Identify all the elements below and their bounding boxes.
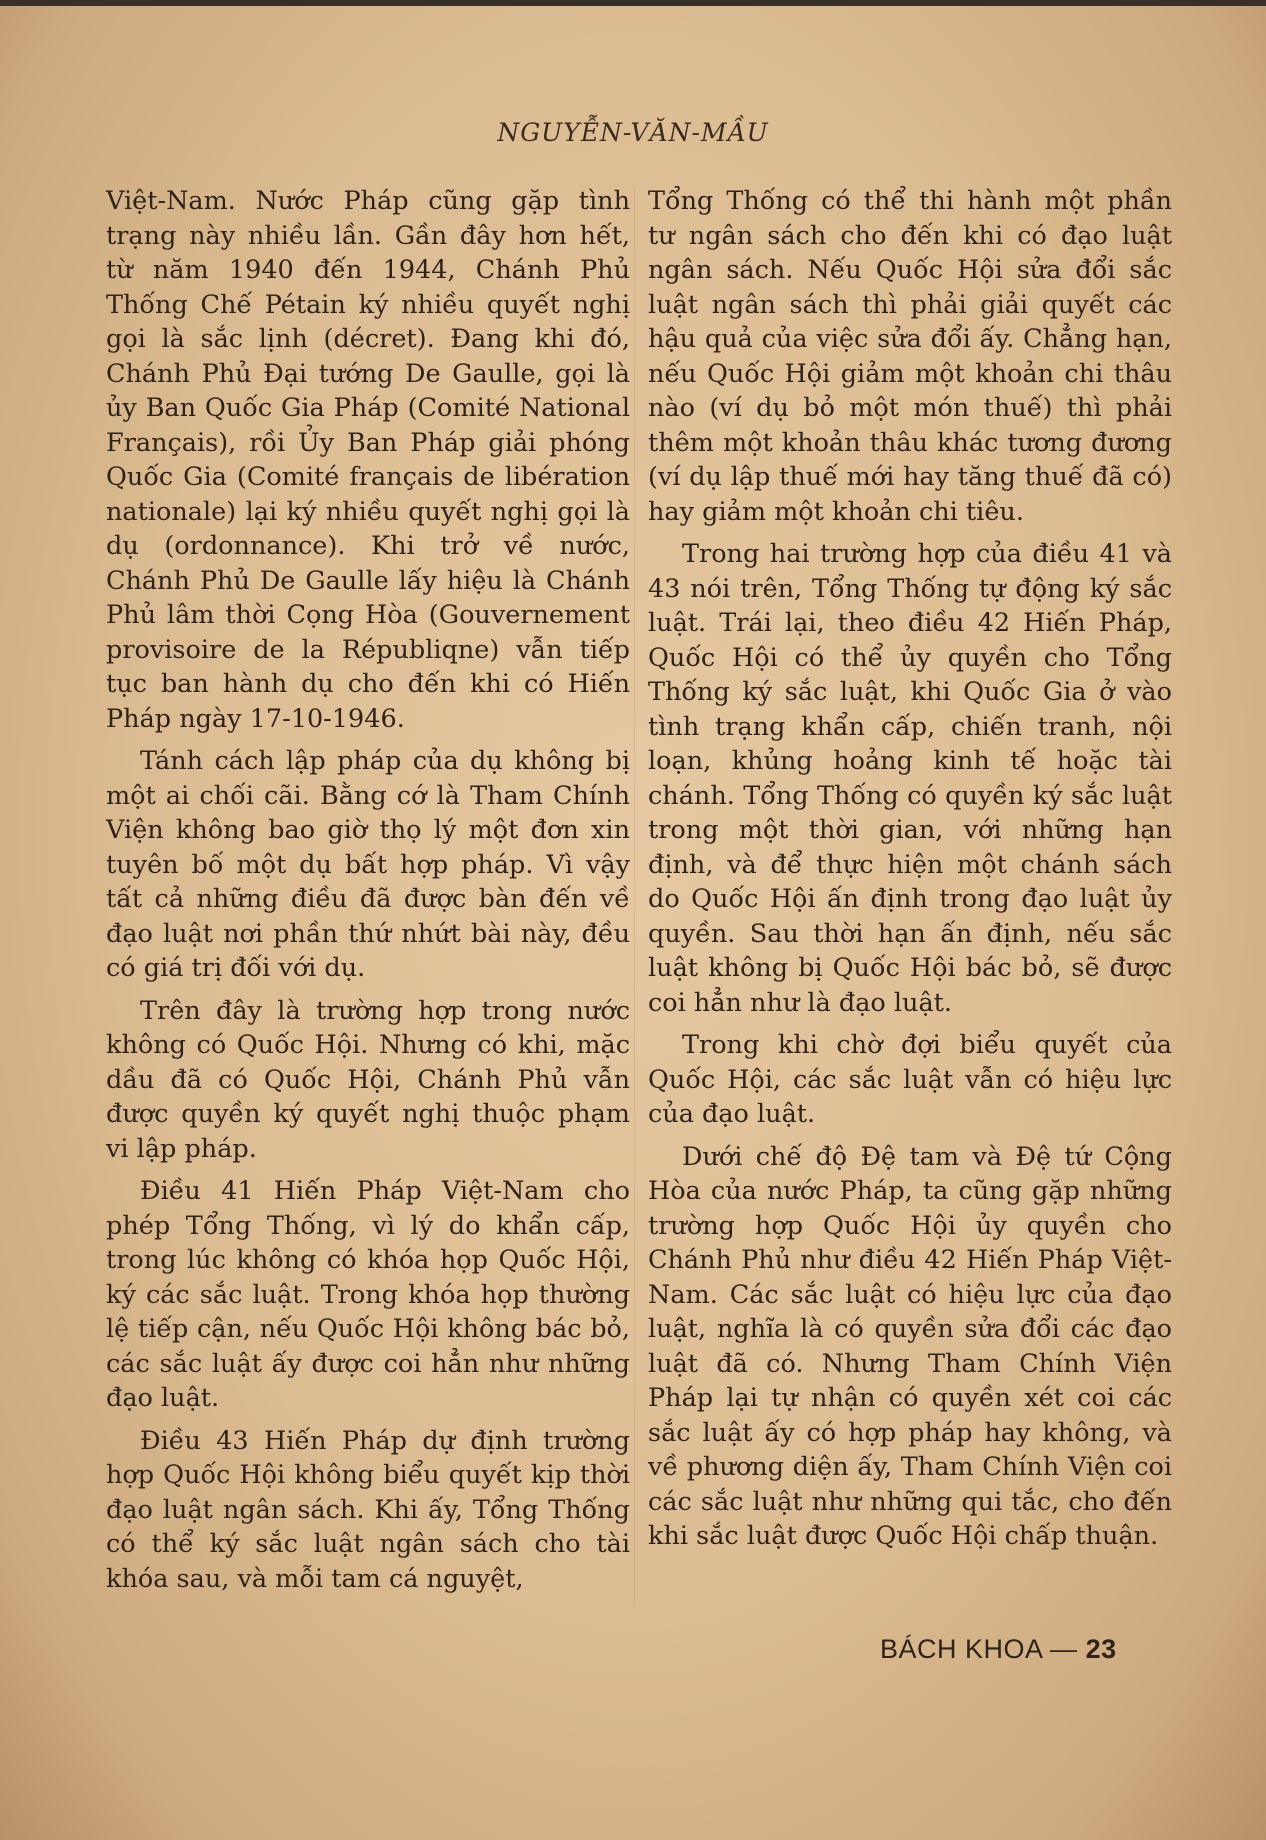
- paragraph: Dưới chế độ Đệ tam và Đệ tứ Cộng Hòa của nước Pháp, ta cũng gặp những trường hợp Quốc Hội ủy quyền cho Chánh Phủ như điều 42 Hiến Pháp Việt-Nam. Các sắc luật có hiệu lực của đạo luật, nghĩa là có quyền sửa đổi các đạo luật đã có. Nhưng Tham Chính Viện Pháp lại tự nhận có quyền xét coi các sắc luật ấy có hợp pháp hay không, và về phương diện ấy, Tham Chính Viện coi các sắc luật như những qui tắc, cho đến khi sắc luật được Quốc Hội chấp thuận.: [648, 1141, 1172, 1551]
- paragraph: Trên đây là trường hợp trong nước không có Quốc Hội. Nhưng có khi, mặc dầu đã có Quốc Hội, Chánh Phủ vẫn được quyền ký quyết nghị thuộc phạm vi lập pháp.: [106, 995, 630, 1164]
- page-footer: [880, 1634, 1117, 1665]
- page-number: 23: [1085, 1634, 1117, 1664]
- right-column: [648, 184, 1172, 1562]
- column-gutter: [634, 186, 635, 1606]
- paragraph: Trong khi chờ đợi biểu quyết của Quốc Hội, các sắc luật vẫn có hiệu lực của đạo luật.: [648, 1030, 1172, 1129]
- paragraph: Điều 41 Hiến Pháp Việt-Nam cho phép Tổng Thống, vì lý do khẩn cấp, trong lúc không có khóa họp Quốc Hội, ký các sắc luật. Trong khóa họp thường lệ tiếp cận, nếu Quốc Hội không bác bỏ, các sắc luật ấy được coi hẳn như những đạo luật.: [106, 1176, 630, 1413]
- paragraph: Điều 43 Hiến Pháp dự định trường hợp Quốc Hội không biểu quyết kịp thời đạo luật ngân sách. Khi ấy, Tổng Thống có thể ký sắc luật ngân sách cho tài khóa sau, và mỗi tam cá nguyệt,: [106, 1425, 630, 1594]
- paragraph: Tánh cách lập pháp của dụ không bị một ai chối cãi. Bằng cớ là Tham Chính Viện không bao giờ thọ lý một đơn xin tuyên bố một dụ bất hợp pháp. Vì vậy tất cả những điều đã được bàn đến về đạo luật nơi phần thứ nhứt bài này, đều có giá trị đối với dụ.: [106, 746, 630, 983]
- left-column: [106, 184, 630, 1604]
- paragraph: Việt-Nam. Nước Pháp cũng gặp tình trạng này nhiều lần. Gần đây hơn hết, từ năm 1940 đến 1944, Chánh Phủ Thống Chế Pétain ký nhiều quyết nghị gọi là sắc lịnh (décret). Đang khi đó, Chánh Phủ Đại tướng De Gaulle, gọi là ủy Ban Quốc Gia Pháp (Comité National Français), rồi Ủy Ban Pháp giải phóng Quốc Gia (Comité français de libération nationale) lại ký nhiều quyết nghị gọi là dụ (ordonnance). Khi trở về nước, Chánh Phủ De Gaulle lấy hiệu là Chánh Phủ lâm thời Cọng Hòa (Gouvernement provisoire de la Républiqne) vẫn tiếp tục ban hành dụ cho đến khi có Hiến Pháp ngày 17-10-1946.: [106, 186, 630, 734]
- paragraph: Tổng Thống có thể thi hành một phần tư ngân sách cho đến khi có đạo luật ngân sách. Nếu Quốc Hội sửa đổi sắc luật ngân sách thì phải giải quyết các hậu quả của việc sửa đổi ấy. Chẳng hạn, nếu Quốc Hội giảm một khoản chi thâu nào (ví dụ bỏ một món thuế) thì phải thêm một khoản thâu khác tương đương (ví dụ lập thuế mới hay tăng thuế đã có) hay giảm một khoản chi tiêu.: [648, 186, 1172, 527]
- running-header: NGUYỄN-VĂN-MẦU: [497, 118, 769, 147]
- magazine-name: BÁCH KHOA —: [880, 1634, 1078, 1664]
- paragraph: Trong hai trường hợp của điều 41 và 43 nói trên, Tổng Thống tự động ký sắc luật. Trái lại, theo điều 42 Hiến Pháp, Quốc Hội có thể ủy quyền cho Tổng Thống ký sắc luật, khi Quốc Gia ở vào tình trạng khẩn cấp, chiến tranh, nội loạn, khủng hoảng kinh tế hoặc tài chánh. Tổng Thống có quyền ký sắc luật trong một thời gian, với những hạn định, và để thực hiện một chánh sách do Quốc Hội ấn định trong đạo luật ủy quyền. Sau thời hạn ấn định, nếu sắc luật không bị Quốc Hội bác bỏ, sẽ được coi hẳn như là đạo luật.: [648, 539, 1172, 1018]
